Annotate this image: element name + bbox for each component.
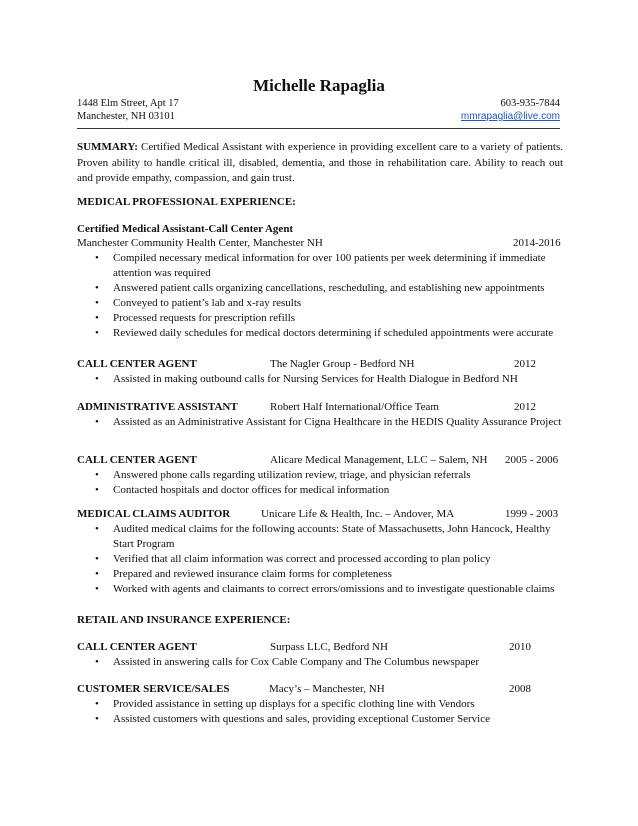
summary-text: Certified Medical Assistant with experience in providing excellent care to a variety of patients. Proven ability to handle critical ill, disabled, dementia, and those in rehabilitation care. Ability to reach out and provide empathy, compassion, and gain trust. xyxy=(77,141,563,184)
job-dates: 2012 xyxy=(514,358,536,370)
job-dates: 2005 - 2006 xyxy=(505,454,559,466)
city-state-zip: Manchester, NH 03101 xyxy=(77,111,175,122)
list-item: • Assisted as an Administrative Assistant for Cigna Healthcare in the HEDIS Quality Assurance Project xyxy=(95,415,565,430)
list-item: • Answered phone calls regarding utilization review, triage, and physician referrals xyxy=(95,468,565,483)
list-item: • Conveyed to patient’s lab and x-ray results xyxy=(95,296,565,311)
retail-experience-heading: RETAIL AND INSURANCE EXPERIENCE: xyxy=(77,614,291,626)
list-item: • Prepared and reviewed insurance claim forms for completeness xyxy=(95,567,565,582)
list-item: • Audited medical claims for the following accounts: State of Massachusetts, John Hancock, Healthy Start Program xyxy=(95,522,565,552)
job-company: Unicare Life & Health, Inc. – Andover, MA xyxy=(261,508,455,520)
list-item: • Worked with agents and claimants to correct errors/omissions and to investigate questionable claims xyxy=(95,582,565,597)
job-company: Alicare Medical Management, LLC – Salem, NH xyxy=(270,454,488,466)
list-item: • Answered patient calls organizing cancellations, rescheduling, and establishing new appointments xyxy=(95,281,565,296)
summary-section xyxy=(77,140,563,187)
job-bullet-list xyxy=(95,697,565,727)
job-title: CALL CENTER AGENT xyxy=(77,454,197,466)
summary-label: SUMMARY: xyxy=(77,141,138,153)
job-company: Surpass LLC, Bedford NH xyxy=(270,641,388,653)
email-link[interactable]: mmrapaglia@live.com xyxy=(460,111,560,122)
list-item: • Processed requests for prescription refills xyxy=(95,311,565,326)
cma-bullet-list xyxy=(95,251,565,341)
phone-number: 603-935-7844 xyxy=(500,98,560,109)
job-title: CUSTOMER SERVICE/SALES xyxy=(77,683,230,695)
job-line xyxy=(77,357,563,372)
job-dates: 1999 - 2003 xyxy=(505,508,559,520)
job-line xyxy=(77,400,563,415)
job-title: CALL CENTER AGENT xyxy=(77,641,197,653)
job-company: Robert Half International/Office Team xyxy=(270,401,439,413)
job-bullet-list xyxy=(95,415,565,430)
job-dates: 2012 xyxy=(514,401,536,413)
job-bullet-list xyxy=(95,468,565,498)
list-item: • Reviewed daily schedules for medical doctors determining if scheduled appointments were accurate xyxy=(95,326,565,341)
job-title: CALL CENTER AGENT xyxy=(77,358,197,370)
job-title: MEDICAL CLAIMS AUDITOR xyxy=(77,508,231,520)
header-divider xyxy=(77,128,560,129)
list-item: • Provided assistance in setting up displays for a specific clothing line with Vendors xyxy=(95,697,565,712)
cma-dates: 2014-2016 xyxy=(513,237,561,249)
cma-company: Manchester Community Health Center, Manchester NH xyxy=(77,237,323,249)
cma-job-title: Certified Medical Assistant-Call Center Agent xyxy=(77,223,294,235)
street-address: 1448 Elm Street, Apt 17 xyxy=(77,98,179,109)
job-bullet-list xyxy=(95,655,565,670)
list-item: • Verified that all claim information was correct and processed according to plan policy xyxy=(95,552,565,567)
list-item: • Assisted in making outbound calls for Nursing Services for Health Dialogue in Bedford NH xyxy=(95,372,565,387)
job-company: Macy’s – Manchester, NH xyxy=(269,683,385,695)
cma-job-line xyxy=(77,236,563,251)
list-item: • Assisted customers with questions and sales, providing exceptional Customer Service xyxy=(95,712,565,727)
job-company: The Nagler Group - Bedford NH xyxy=(270,358,415,370)
job-line xyxy=(77,640,563,655)
medical-experience-heading: MEDICAL PROFESSIONAL EXPERIENCE: xyxy=(77,196,296,208)
job-line xyxy=(77,507,563,522)
job-dates: 2008 xyxy=(509,683,531,695)
job-line xyxy=(77,453,563,468)
job-line xyxy=(77,682,563,697)
job-dates: 2010 xyxy=(509,641,531,653)
list-item: • Assisted in answering calls for Cox Cable Company and The Columbus newspaper xyxy=(95,655,565,670)
list-item: • Compiled necessary medical information for over 100 patients per week determining if immediate attention was required xyxy=(95,251,565,281)
job-title: ADMINISTRATIVE ASSISTANT xyxy=(77,401,238,413)
job-bullet-list xyxy=(95,372,565,387)
candidate-name: Michelle Rapaglia xyxy=(253,76,385,95)
job-bullet-list xyxy=(95,522,565,597)
list-item: • Contacted hospitals and doctor offices for medical information xyxy=(95,483,565,498)
